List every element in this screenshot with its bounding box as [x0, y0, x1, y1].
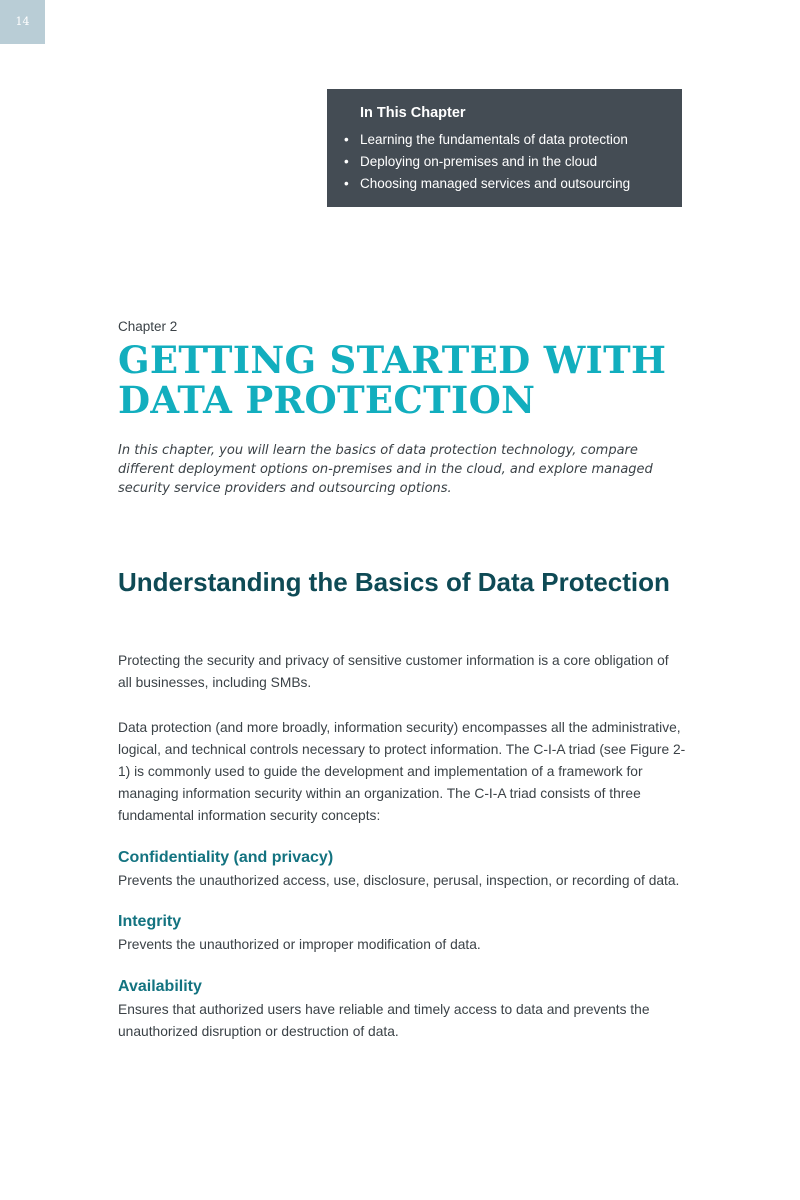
concept-description-availability: Ensures that authorized users have reliable and timely access to data and prevents the unauthorized disruption or destruction of data.	[118, 1002, 650, 1039]
chapter-label: Chapter 2	[118, 319, 178, 334]
bullet-icon: •	[344, 132, 349, 147]
concept-term-confidentiality: Confidentiality (and privacy)	[118, 849, 334, 866]
in-this-chapter-title: In This Chapter	[360, 105, 466, 121]
chapter-topics-list	[344, 129, 662, 195]
concept-description-confidentiality: Prevents the unauthorized access, use, disclosure, perusal, inspection, or recording of data.	[118, 873, 680, 888]
chapter-topic-text: Learning the fundamentals of data protection	[360, 132, 628, 147]
body-paragraph: Data protection (and more broadly, information security) encompasses all the administrative, logical, and technical controls necessary to protect information. The C-I-A triad (see Figure 2-1) is commonly used to guide the development and implementation of a framework for managing information security within an organization. The C-I-A triad consists of three fundamental information security concepts:	[118, 720, 686, 823]
in-this-chapter-box	[327, 89, 682, 207]
chapter-topic-item	[344, 151, 662, 173]
chapter-topic-item	[344, 129, 662, 151]
concept-description-integrity: Prevents the unauthorized or improper modification of data.	[118, 937, 481, 952]
bullet-icon: •	[344, 154, 349, 169]
concept-term-availability: Availability	[118, 978, 202, 995]
body-paragraph: Protecting the security and privacy of sensitive customer information is a core obligation of all businesses, including SMBs.	[118, 653, 669, 690]
bullet-icon: •	[344, 176, 349, 191]
chapter-topic-text: Choosing managed services and outsourcing	[360, 176, 631, 191]
chapter-intro: In this chapter, you will learn the basics of data protection technology, compare different deployment options on-premises and in the cloud, and explore managed security service providers and outsourcing options.	[118, 443, 653, 496]
chapter-topic-item	[344, 173, 662, 195]
page-number: 14	[0, 0, 45, 44]
concept-term-integrity: Integrity	[118, 913, 182, 930]
section-heading: Understanding the Basics of Data Protection	[118, 567, 670, 597]
chapter-topic-text: Deploying on-premises and in the cloud	[360, 154, 598, 169]
chapter-title: GETTING STARTED WITH DATA PROTECTION	[118, 338, 667, 422]
